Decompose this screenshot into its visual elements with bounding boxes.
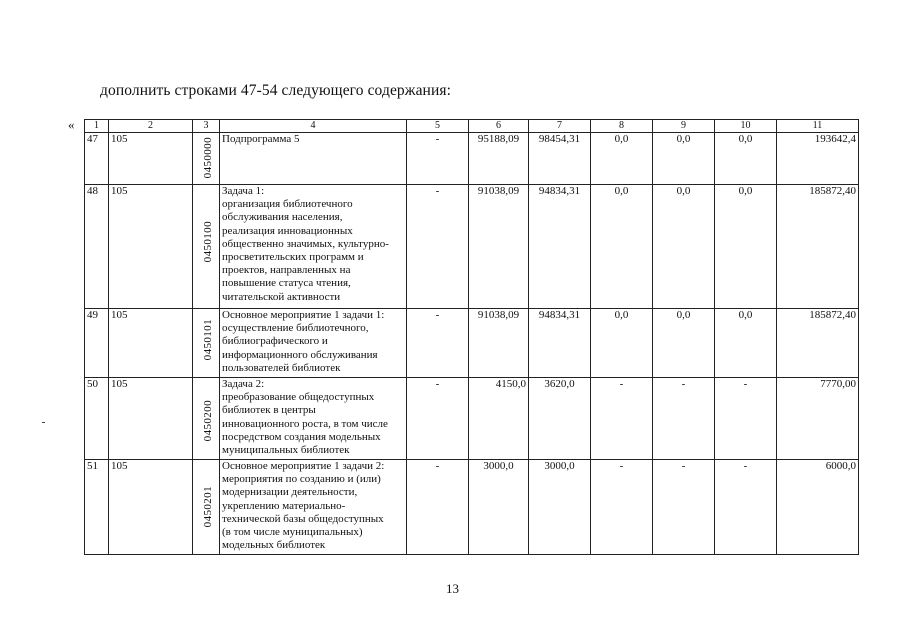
value-col5: -: [407, 460, 469, 555]
value-col10: -: [715, 378, 777, 460]
value-total: 193642,4: [777, 133, 859, 185]
header-cell: 4: [220, 120, 407, 133]
description-line: Основное мероприятие 1 задачи 2:: [222, 460, 385, 472]
ministry-code: 105: [109, 460, 193, 555]
value-col8: 0,0: [591, 309, 653, 378]
classifier-code: 0450100: [202, 221, 214, 263]
header-cell: 10: [715, 120, 777, 133]
description-line: организация библиотечного: [222, 198, 353, 211]
description-line: мероприятия по созданию и (или): [222, 473, 381, 486]
value-col5: -: [407, 133, 469, 185]
ministry-code: 105: [109, 133, 193, 185]
value-total: 6000,0: [777, 460, 859, 555]
value-total: 185872,40: [777, 185, 859, 309]
description-cell: [220, 133, 407, 185]
value-col6: 95188,09: [469, 133, 529, 185]
classifier-code-cell: [193, 378, 220, 460]
description-line: обслуживания населения,: [222, 211, 343, 224]
description-line: библиографического и: [222, 335, 328, 348]
value-col6: 3000,0: [469, 460, 529, 555]
description-line: просветительских программ и: [222, 251, 364, 264]
value-col10: 0,0: [715, 309, 777, 378]
description-cell: [220, 309, 407, 378]
opening-quote-mark: «: [68, 117, 75, 132]
value-col8: 0,0: [591, 185, 653, 309]
header-cell: 5: [407, 120, 469, 133]
value-col10: 0,0: [715, 185, 777, 309]
value-col6: 91038,09: [469, 309, 529, 378]
classifier-code: 0450201: [202, 486, 214, 528]
value-col9: 0,0: [653, 185, 715, 309]
description-line: посредством создания модельных: [222, 430, 381, 443]
value-total: 185872,40: [777, 309, 859, 378]
budget-table: [84, 119, 859, 555]
value-col5: -: [407, 378, 469, 460]
description-line: Задача 1:: [222, 185, 265, 197]
classifier-code-cell: [193, 133, 220, 185]
value-col7: 98454,31: [529, 133, 591, 185]
description-line: Основное мероприятие 1 задачи 1:: [222, 309, 385, 321]
header-cell: 9: [653, 120, 715, 133]
value-col10: 0,0: [715, 133, 777, 185]
description-cell: [220, 378, 407, 460]
value-col5: -: [407, 309, 469, 378]
row-number: 47: [85, 133, 109, 185]
description-line: технической базы общедоступных: [222, 512, 384, 525]
value-col6: 91038,09: [469, 185, 529, 309]
classifier-code-cell: [193, 185, 220, 309]
description-line: библиотек в центры: [222, 404, 316, 417]
classifier-code: 0450000: [202, 137, 214, 179]
description-line: осуществление библиотечного,: [222, 322, 369, 335]
header-cell: 2: [109, 120, 193, 133]
description-line: читательской активности: [222, 290, 341, 303]
value-col9: 0,0: [653, 133, 715, 185]
table-row: [85, 309, 859, 378]
value-col7: 94834,31: [529, 309, 591, 378]
header-cell: 11: [777, 120, 859, 133]
description-line: (в том числе муниципальных): [222, 526, 363, 539]
description-line: преобразование общедоступных: [222, 391, 375, 404]
ministry-code: 105: [109, 309, 193, 378]
intro-text: дополнить строками 47-54 следующего содержания:: [100, 82, 451, 99]
ministry-code: 105: [109, 378, 193, 460]
header-cell: 6: [469, 120, 529, 133]
classifier-code: 0450200: [202, 400, 214, 442]
description-line: укреплению материально-: [222, 499, 346, 512]
table-row: [85, 133, 859, 185]
description-line: общественно значимых, культурно-: [222, 237, 389, 250]
description-line: Подпрограмма 5: [222, 133, 300, 145]
description-line: модельных библиотек: [222, 539, 326, 552]
description-line: муниципальных библиотек: [222, 444, 350, 457]
row-number: 51: [85, 460, 109, 555]
description-line: Задача 2:: [222, 378, 265, 390]
value-total: 7770,00: [777, 378, 859, 460]
description-line: проектов, направленных на: [222, 264, 351, 277]
table-row: [85, 378, 859, 460]
description-line: модернизации деятельности,: [222, 486, 358, 499]
value-col5: -: [407, 185, 469, 309]
table-row: [85, 185, 859, 309]
table-row: [85, 460, 859, 555]
value-col6: 4150,0: [469, 378, 529, 460]
classifier-code-cell: [193, 309, 220, 378]
value-col10: -: [715, 460, 777, 555]
classifier-code: 0450101: [202, 319, 214, 361]
row-number: 49: [85, 309, 109, 378]
value-col9: -: [653, 460, 715, 555]
header-cell: 7: [529, 120, 591, 133]
description-cell: [220, 460, 407, 555]
value-col8: 0,0: [591, 133, 653, 185]
description-line: инновационного роста, в том числе: [222, 417, 388, 430]
description-cell: [220, 185, 407, 309]
description-line: повышение статуса чтения,: [222, 277, 351, 290]
value-col7: 3620,0: [529, 378, 591, 460]
value-col8: -: [591, 460, 653, 555]
value-col9: 0,0: [653, 309, 715, 378]
value-col8: -: [591, 378, 653, 460]
value-col7: 94834,31: [529, 185, 591, 309]
description-line: информационного обслуживания: [222, 348, 378, 361]
value-col9: -: [653, 378, 715, 460]
value-col7: 3000,0: [529, 460, 591, 555]
margin-mark: [42, 422, 45, 423]
page-number: 13: [446, 581, 459, 596]
ministry-code: 105: [109, 185, 193, 309]
table-header-row: [85, 120, 859, 133]
header-cell: 1: [85, 120, 109, 133]
description-line: пользователей библиотек: [222, 361, 341, 374]
row-number: 48: [85, 185, 109, 309]
header-cell: 8: [591, 120, 653, 133]
row-number: 50: [85, 378, 109, 460]
header-cell: 3: [193, 120, 220, 133]
classifier-code-cell: [193, 460, 220, 555]
description-line: реализация инновационных: [222, 224, 353, 237]
